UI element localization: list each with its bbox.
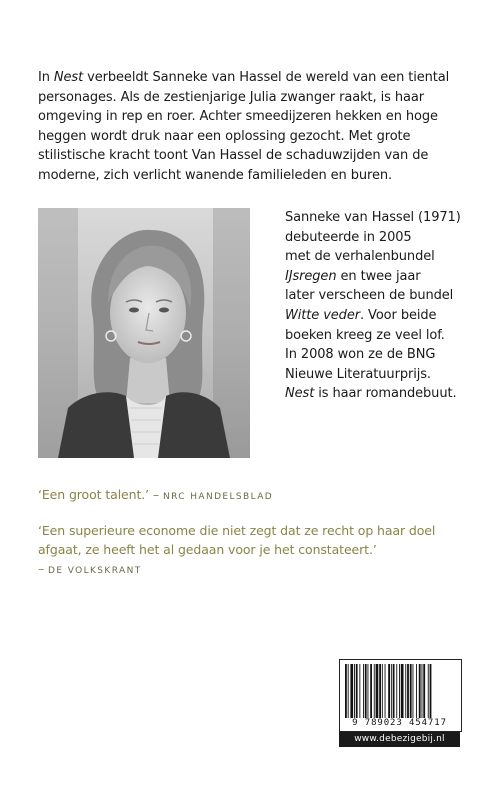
blurb-text: verbeeldt Sanneke van Hassel de wereld van een tiental personages. Als de zestienjarige Julia zwanger raakt, is haar omgeving in rep en roer. Achter smeedijzeren hekken en hoge heggen wordt druk naar een oplossing gezocht. Met grote stilistische kracht toont Van Hassel de schaduwzijden van de moderne, zich verlicht wanende familieleden en buren. — [38, 70, 450, 183]
bio-title-witte-veder: Witte veder — [285, 307, 360, 323]
barcode-bar — [422, 664, 423, 718]
barcode-bar — [354, 664, 355, 718]
barcode-bar — [399, 664, 400, 718]
review-quote — [38, 485, 273, 507]
bio-text: . Voor beide — [359, 307, 437, 323]
bio-text: en twee jaar — [336, 268, 421, 284]
bio-line: met de verhalenbundel — [285, 249, 435, 265]
bio-text: is haar romandebuut. — [314, 386, 457, 402]
barcode-bar — [428, 664, 429, 718]
review-text: ‘Een groot talent.’ — [38, 487, 150, 502]
barcode-bar — [374, 664, 375, 718]
barcode-bar — [382, 664, 383, 718]
review-dash: – — [149, 487, 163, 502]
author-photo — [38, 208, 250, 458]
barcode-bar — [359, 664, 360, 718]
barcode-bar — [365, 664, 367, 718]
barcode-bar — [396, 664, 397, 718]
review-source: NRC HANDELSBLAD — [162, 492, 274, 502]
barcode-bar — [401, 664, 404, 718]
barcode-bar — [370, 664, 372, 718]
bio-line: In 2008 won ze de BNG — [285, 347, 436, 363]
blurb-intro: In — [38, 70, 54, 85]
barcode-bar — [348, 664, 349, 718]
barcode-bar — [376, 664, 379, 718]
barcode-bar — [405, 664, 406, 718]
barcode-bar — [410, 664, 412, 718]
barcode-bar — [407, 664, 409, 718]
author-bio — [285, 208, 485, 404]
barcode-bar — [391, 664, 392, 718]
review-quote — [38, 521, 478, 581]
bio-line — [285, 384, 485, 404]
bio-line — [285, 267, 485, 287]
barcode-bar — [416, 664, 417, 718]
barcode-bar — [356, 664, 358, 718]
barcode-bar — [345, 664, 347, 718]
review-text: ‘Een superieure econome die niet zegt dat ze recht op haar doel afgaat, ze heeft het al gedaan voor je het constateert.’ — [38, 523, 436, 557]
barcode-bar — [388, 664, 390, 718]
blurb-title: Nest — [53, 70, 84, 85]
bio-line — [285, 306, 485, 326]
author-portrait-image — [38, 208, 250, 458]
barcode-bar — [385, 664, 386, 718]
bio-title-ijsregen: IJsregen — [285, 268, 337, 284]
barcode-bar — [393, 664, 395, 718]
bio-line: Nieuwe Literatuurprijs. — [285, 366, 431, 382]
isbn-number: 9 789023 454717 — [352, 718, 447, 728]
barcode-bar — [423, 664, 425, 718]
bio-line: boeken kreeg ze veel lof. — [285, 327, 445, 343]
bio-line: debuteerde in 2005 — [285, 229, 412, 245]
barcode-bar — [379, 664, 381, 718]
barcode-bar — [419, 664, 421, 718]
bio-line: Sanneke van Hassel (1971) — [285, 210, 461, 225]
bio-line: later verscheen de bundel — [285, 288, 454, 304]
review-dash: – — [38, 561, 49, 576]
barcode-bar — [430, 664, 432, 718]
review-source: DE VOLKSKRANT — [48, 566, 142, 576]
barcode-bar — [368, 664, 369, 718]
barcode-bar — [413, 664, 414, 718]
book-blurb — [38, 68, 468, 186]
publisher-url[interactable]: www.debezigebij.nl — [339, 732, 460, 747]
barcode-bar — [363, 664, 364, 718]
barcode-bars — [345, 664, 456, 718]
barcode-bar — [350, 664, 353, 718]
bio-title-nest: Nest — [285, 386, 315, 402]
